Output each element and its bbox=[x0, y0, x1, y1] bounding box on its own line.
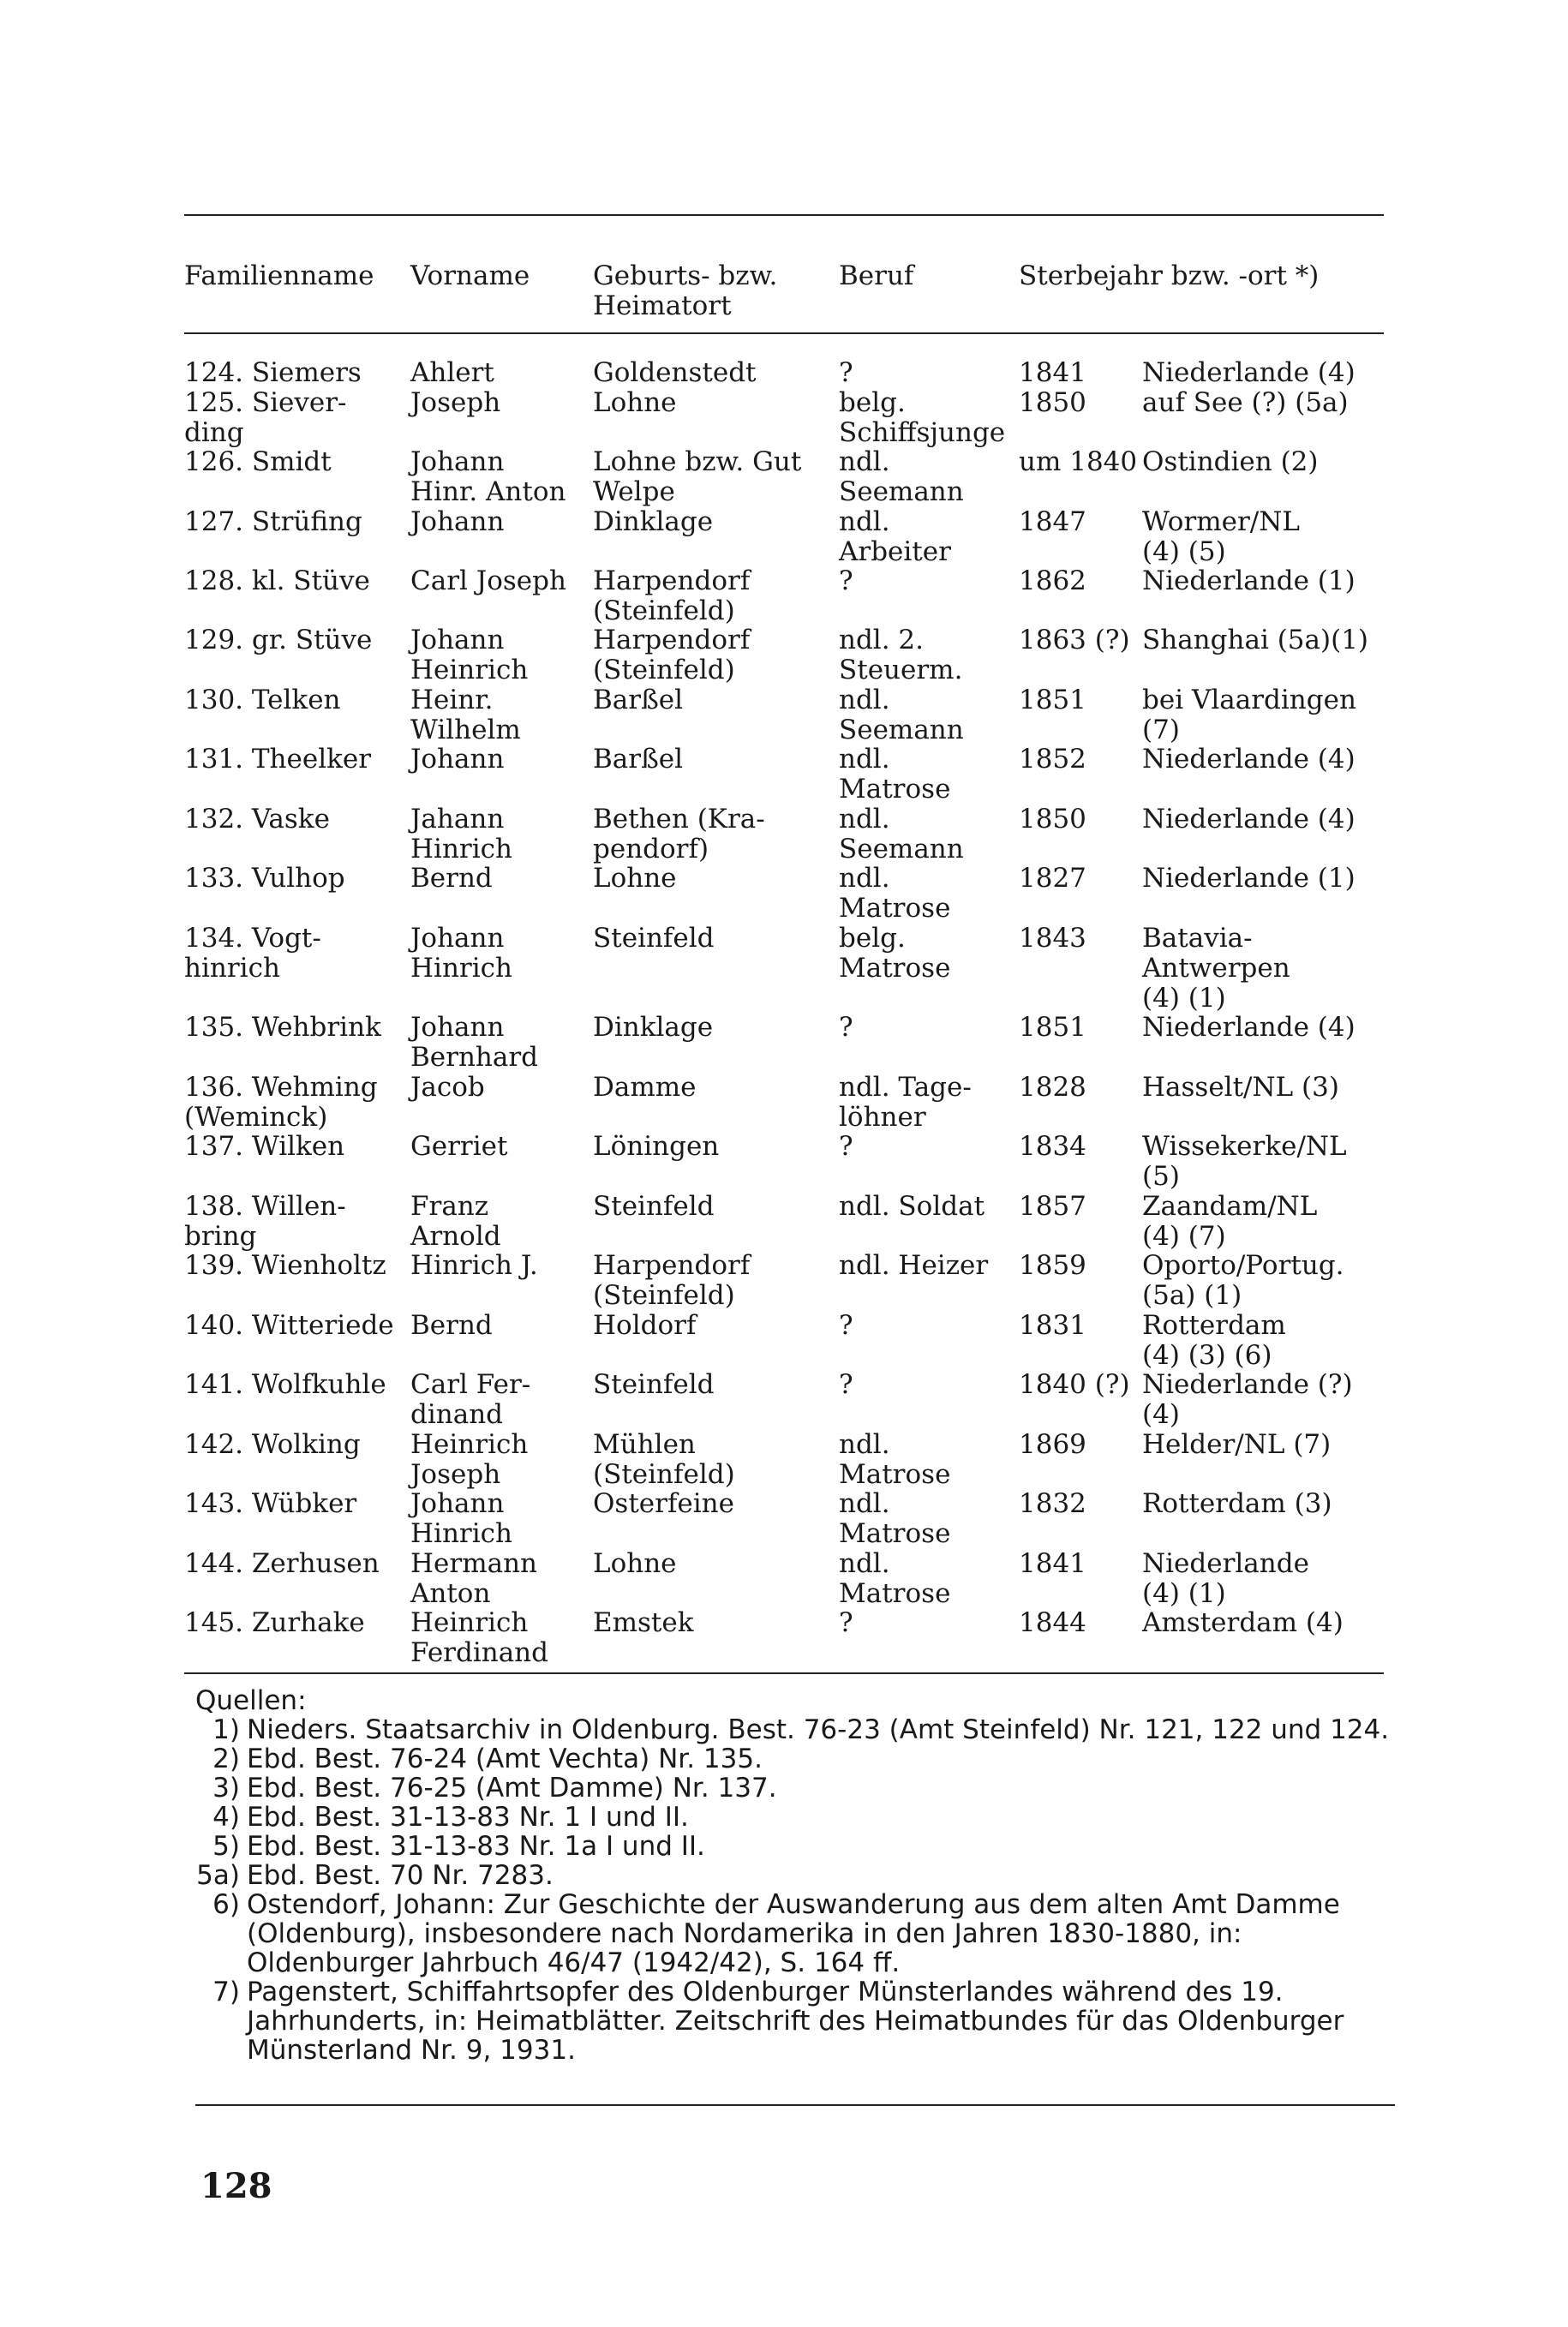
cell-death-place: Niederlande (4) bbox=[1142, 357, 1356, 388]
cell-occupation: ? bbox=[839, 1310, 853, 1341]
page-number: 128 bbox=[200, 2166, 272, 2206]
cell-occupation: ? bbox=[839, 1012, 853, 1043]
cell-first-name: Johann Hinr. Anton bbox=[410, 446, 566, 507]
cell-family-name: 139. Wienholtz bbox=[184, 1250, 386, 1281]
cell-death-year: 1844 bbox=[1019, 1607, 1086, 1638]
cell-death-year: 1859 bbox=[1019, 1250, 1086, 1281]
cell-family-name: 137. Wilken bbox=[184, 1131, 345, 1162]
cell-death-place: Rotterdam (3) bbox=[1142, 1488, 1332, 1519]
cell-occupation: ? bbox=[839, 565, 853, 596]
cell-death-year: 1850 bbox=[1019, 804, 1086, 834]
cell-first-name: Heinr. Wilhelm bbox=[410, 685, 521, 745]
cell-home-town: Lohne bbox=[593, 387, 677, 418]
cell-death-year: 1841 bbox=[1019, 1548, 1086, 1579]
cell-death-place: Rotterdam (4) (3) (6) bbox=[1142, 1310, 1286, 1371]
cell-occupation: ndl. Matrose bbox=[839, 863, 951, 924]
cell-first-name: Johann Bernhard bbox=[410, 1012, 539, 1073]
sources-end-rule bbox=[195, 2104, 1395, 2106]
cell-family-name: 132. Vaske bbox=[184, 804, 330, 834]
cell-death-year: 1828 bbox=[1019, 1072, 1086, 1103]
source-item bbox=[195, 1803, 1403, 1832]
cell-occupation: ndl. Arbeiter bbox=[839, 506, 951, 567]
cell-death-year: 1850 bbox=[1019, 387, 1086, 418]
cell-occupation: ndl. Seemann bbox=[839, 685, 964, 745]
cell-death-year: 1840 (?) bbox=[1019, 1369, 1130, 1400]
cell-family-name: 131. Theelker bbox=[184, 744, 372, 775]
cell-death-place: Amsterdam (4) bbox=[1142, 1607, 1344, 1638]
cell-death-year: 1863 (?) bbox=[1019, 625, 1130, 655]
cell-home-town: Lohne bbox=[593, 1548, 677, 1579]
cell-occupation: ? bbox=[839, 1131, 853, 1162]
cell-family-name: 138. Willen- bring bbox=[184, 1191, 346, 1252]
cell-home-town: Harpendorf (Steinfeld) bbox=[593, 565, 751, 626]
cell-first-name: Heinrich Ferdinand bbox=[410, 1607, 548, 1668]
cell-family-name: 127. Strüfing bbox=[184, 506, 362, 537]
cell-home-town: Barßel bbox=[593, 744, 684, 775]
cell-occupation: ndl. Matrose bbox=[839, 1429, 951, 1490]
cell-family-name: 129. gr. Stüve bbox=[184, 625, 373, 655]
cell-family-name: 124. Siemers bbox=[184, 357, 362, 388]
source-number: 6) bbox=[212, 1889, 240, 1920]
cell-home-town: Emstek bbox=[593, 1607, 694, 1638]
cell-death-place: Hasselt/NL (3) bbox=[1142, 1072, 1339, 1103]
cell-occupation: ndl. 2. Steuerm. bbox=[839, 625, 963, 685]
cell-first-name: Bernd bbox=[410, 1310, 493, 1341]
cell-death-place: Niederlande (4) bbox=[1142, 804, 1356, 834]
cell-family-name: 143. Wübker bbox=[184, 1488, 357, 1519]
cell-family-name: 130. Telken bbox=[184, 685, 341, 715]
cell-death-place: Oporto/Portug. (5a) (1) bbox=[1142, 1250, 1344, 1311]
cell-home-town: Harpendorf (Steinfeld) bbox=[593, 625, 751, 685]
cell-death-place: Wormer/NL (4) (5) bbox=[1142, 506, 1300, 567]
cell-death-year: um 1840 bbox=[1019, 446, 1138, 477]
source-text: Ebd. Best. 76-24 (Amt Vechta) Nr. 135. bbox=[247, 1744, 763, 1774]
cell-death-year: 1869 bbox=[1019, 1429, 1086, 1460]
cell-death-place: auf See (?) (5a) bbox=[1142, 387, 1349, 418]
cell-occupation: ndl. Seemann bbox=[839, 804, 964, 864]
cell-first-name: Johann Heinrich bbox=[410, 625, 529, 685]
cell-death-place: Batavia- Antwerpen (4) (1) bbox=[1142, 923, 1290, 1014]
cell-first-name: Johann Hinrich bbox=[410, 1488, 512, 1549]
cell-family-name: 135. Wehbrink bbox=[184, 1012, 381, 1043]
cell-first-name: Bernd bbox=[410, 863, 493, 894]
cell-home-town: Barßel bbox=[593, 685, 684, 715]
cell-home-town: Goldenstedt bbox=[593, 357, 757, 388]
source-text: Nieders. Staatsarchiv in Oldenburg. Best. 76-23 (Amt Steinfeld) Nr. 121, 122 und 124. bbox=[247, 1714, 1390, 1745]
sources-section bbox=[195, 1686, 1403, 2065]
source-number: 1) bbox=[212, 1714, 240, 1745]
cell-occupation: ndl. Heizer bbox=[839, 1250, 989, 1281]
cell-first-name: Ahlert bbox=[410, 357, 494, 388]
cell-family-name: 125. Siever- ding bbox=[184, 387, 347, 448]
cell-death-place: bei Vlaardingen (7) bbox=[1142, 685, 1356, 745]
cell-death-year: 1852 bbox=[1019, 744, 1086, 775]
cell-family-name: 133. Vulhop bbox=[184, 863, 345, 894]
cell-home-town: Steinfeld bbox=[593, 923, 715, 954]
source-number: 5a) bbox=[196, 1860, 240, 1891]
cell-first-name: Franz Arnold bbox=[410, 1191, 501, 1252]
source-item bbox=[195, 1744, 1403, 1774]
source-number: 5) bbox=[212, 1831, 240, 1862]
header-home-town: Geburts- bzw. Heimatort bbox=[593, 260, 778, 321]
cell-death-place: Niederlande (1) bbox=[1142, 863, 1356, 894]
cell-family-name: 145. Zurhake bbox=[184, 1607, 365, 1638]
cell-home-town: Lohne bzw. Gut Welpe bbox=[593, 446, 802, 507]
cell-occupation: ? bbox=[839, 1607, 853, 1638]
header-death: Sterbejahr bzw. -ort *) bbox=[1019, 260, 1320, 291]
source-item bbox=[195, 1774, 1403, 1803]
source-text: Pagenstert, Schiffahrtsopfer des Oldenburger Münsterlandes während des 19. Jahrhunderts, in: Heimatblätter. Zeitschrift des Heimatbundes für das Oldenburger Münsterland Nr. 9, 1931. bbox=[247, 1977, 1344, 2066]
cell-death-year: 1832 bbox=[1019, 1488, 1086, 1519]
sources-title: Quellen: bbox=[195, 1685, 307, 1716]
cell-home-town: Harpendorf (Steinfeld) bbox=[593, 1250, 751, 1311]
header-rule bbox=[184, 332, 1384, 334]
cell-death-year: 1827 bbox=[1019, 863, 1086, 894]
cell-family-name: 136. Wehming (Weminck) bbox=[184, 1072, 378, 1133]
source-text: Ebd. Best. 31-13-83 Nr. 1 I und II. bbox=[247, 1802, 689, 1833]
cell-death-place: Niederlande (4) (1) bbox=[1142, 1548, 1309, 1609]
cell-death-year: 1834 bbox=[1019, 1131, 1086, 1162]
cell-first-name: Johann bbox=[410, 744, 505, 775]
cell-home-town: Lohne bbox=[593, 863, 677, 894]
cell-family-name: 126. Smidt bbox=[184, 446, 332, 477]
source-number: 4) bbox=[212, 1802, 240, 1833]
source-number: 7) bbox=[212, 1977, 240, 2007]
cell-occupation: ? bbox=[839, 1369, 853, 1400]
cell-home-town: Steinfeld bbox=[593, 1369, 715, 1400]
cell-first-name: Gerriet bbox=[410, 1131, 508, 1162]
sources-list bbox=[195, 1715, 1403, 2065]
cell-home-town: Damme bbox=[593, 1072, 697, 1103]
source-item bbox=[195, 1715, 1403, 1744]
cell-death-place: Niederlande (1) bbox=[1142, 565, 1356, 596]
cell-first-name: Carl Joseph bbox=[410, 565, 566, 596]
cell-first-name: Jacob bbox=[410, 1072, 485, 1103]
cell-occupation: ndl. Matrose bbox=[839, 1488, 951, 1549]
source-number: 2) bbox=[212, 1744, 240, 1774]
cell-death-place: Zaandam/NL (4) (7) bbox=[1142, 1191, 1318, 1252]
cell-death-place: Niederlande (4) bbox=[1142, 744, 1356, 775]
cell-death-year: 1847 bbox=[1019, 506, 1086, 537]
cell-home-town: Mühlen (Steinfeld) bbox=[593, 1429, 735, 1490]
cell-occupation: ndl. Soldat bbox=[839, 1191, 985, 1222]
cell-occupation: ndl. Seemann bbox=[839, 446, 964, 507]
source-text: Ebd. Best. 31-13-83 Nr. 1a I und II. bbox=[247, 1831, 705, 1862]
cell-death-year: 1857 bbox=[1019, 1191, 1086, 1222]
cell-first-name: Joseph bbox=[410, 387, 501, 418]
cell-occupation: ndl. Matrose bbox=[839, 744, 951, 805]
source-item bbox=[195, 1861, 1403, 1890]
cell-death-place: Niederlande (?) (4) bbox=[1142, 1369, 1353, 1430]
cell-occupation: belg. Matrose bbox=[839, 923, 951, 984]
source-item bbox=[195, 1977, 1403, 2065]
cell-first-name: Johann Hinrich bbox=[410, 923, 512, 984]
cell-family-name: 141. Wolfkuhle bbox=[184, 1369, 386, 1400]
top-rule bbox=[184, 214, 1384, 216]
source-text: Ebd. Best. 76-25 (Amt Damme) Nr. 137. bbox=[247, 1773, 777, 1804]
header-family-name: Familienname bbox=[184, 260, 374, 291]
cell-family-name: 134. Vogt- hinrich bbox=[184, 923, 321, 984]
cell-death-place: Helder/NL (7) bbox=[1142, 1429, 1332, 1460]
cell-death-place: Ostindien (2) bbox=[1142, 446, 1319, 477]
cell-home-town: Holdorf bbox=[593, 1310, 697, 1341]
cell-first-name: Hinrich J. bbox=[410, 1250, 538, 1281]
cell-first-name: Jahann Hinrich bbox=[410, 804, 512, 864]
cell-occupation: ndl. Tage- löhner bbox=[839, 1072, 972, 1133]
cell-death-place: Wissekerke/NL (5) bbox=[1142, 1131, 1347, 1192]
cell-first-name: Carl Fer- dinand bbox=[410, 1369, 531, 1430]
source-text: Ebd. Best. 70 Nr. 7283. bbox=[247, 1860, 554, 1891]
table-end-rule bbox=[184, 1672, 1384, 1674]
cell-death-year: 1843 bbox=[1019, 923, 1086, 954]
cell-death-year: 1831 bbox=[1019, 1310, 1086, 1341]
cell-family-name: 140. Witteriede bbox=[184, 1310, 394, 1341]
source-item bbox=[195, 1890, 1403, 1977]
cell-death-year: 1862 bbox=[1019, 565, 1086, 596]
cell-occupation: belg. Schiffsjunge bbox=[839, 387, 1006, 448]
cell-home-town: Steinfeld bbox=[593, 1191, 715, 1222]
cell-first-name: Heinrich Joseph bbox=[410, 1429, 529, 1490]
cell-death-year: 1851 bbox=[1019, 685, 1086, 715]
cell-death-place: Shanghai (5a)(1) bbox=[1142, 625, 1369, 655]
cell-first-name: Johann bbox=[410, 506, 505, 537]
cell-home-town: Löningen bbox=[593, 1131, 720, 1162]
cell-occupation: ndl. Matrose bbox=[839, 1548, 951, 1609]
source-item bbox=[195, 1832, 1403, 1861]
cell-family-name: 128. kl. Stüve bbox=[184, 565, 370, 596]
cell-family-name: 142. Wolking bbox=[184, 1429, 361, 1460]
source-text: Ostendorf, Johann: Zur Geschichte der Auswanderung aus dem alten Amt Damme (Oldenburg), insbesondere nach Nordamerika in den Jahren 1830-1880, in: Oldenburger Jahrbuch 46/47 (1942/42), S. 164 ff. bbox=[247, 1889, 1340, 1978]
cell-home-town: Osterfeine bbox=[593, 1488, 734, 1519]
source-number: 3) bbox=[212, 1773, 240, 1804]
cell-death-year: 1851 bbox=[1019, 1012, 1086, 1043]
cell-home-town: Bethen (Kra- pendorf) bbox=[593, 804, 765, 864]
header-occupation: Beruf bbox=[839, 260, 914, 291]
header-first-name: Vorname bbox=[410, 260, 530, 291]
cell-death-place: Niederlande (4) bbox=[1142, 1012, 1356, 1043]
cell-first-name: Hermann Anton bbox=[410, 1548, 538, 1609]
cell-family-name: 144. Zerhusen bbox=[184, 1548, 380, 1579]
cell-death-year: 1841 bbox=[1019, 357, 1086, 388]
cell-occupation: ? bbox=[839, 357, 853, 388]
cell-home-town: Dinklage bbox=[593, 506, 714, 537]
cell-home-town: Dinklage bbox=[593, 1012, 714, 1043]
